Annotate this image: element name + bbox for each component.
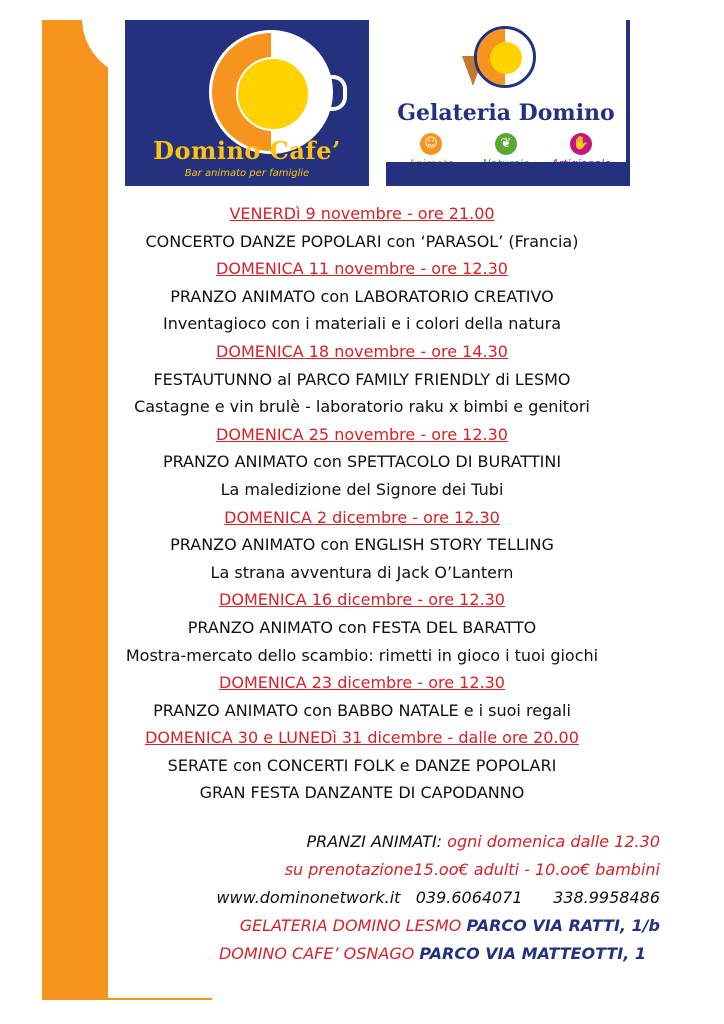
event-description: PRANZO ANIMATO con LABORATORIO CREATIVO	[170, 286, 554, 306]
event-date: DOMENICA 25 novembre - ore 12.30	[216, 424, 508, 444]
cafe-logo-subtitle: Bar animato per famiglie	[184, 168, 310, 179]
event-date: DOMENICA 2 dicembre - ore 12.30	[224, 507, 500, 527]
pranzi-text: ogni domenica dalle 12.30	[442, 832, 660, 851]
cafe-logo-title: Domino Cafe’	[153, 136, 341, 165]
event-description: PRANZO ANIMATO con SPETTACOLO DI BURATTINI	[162, 452, 562, 472]
event-description: Mostra-mercato dello scambio: rimetti in gioco i tuoi giochi	[125, 645, 599, 665]
booking-line: su prenotazione15.oo€ adulti - 10.oo€ bambini	[284, 860, 660, 879]
location-2-name: DOMINO CAFE’ OSNAGO	[218, 944, 415, 963]
contact-info	[110, 828, 660, 968]
event-description: PRANZO ANIMATO con BABBO NATALE e i suoi regali	[153, 700, 571, 720]
event-description: Castagne e vin brulè - laboratorio raku x bimbi e genitori	[134, 397, 590, 417]
event-description: FESTAUTUNNO al PARCO FAMILY FRIENDLY di LESMO	[153, 369, 571, 389]
event-date: DOMENICA 16 dicembre - ore 12.30	[219, 590, 505, 610]
pranzi-line	[110, 828, 660, 856]
event-description: SERATE con CONCERTI FOLK e DANZE POPOLARI	[167, 755, 557, 775]
cup-handle-icon	[321, 75, 347, 111]
location-1-name: GELATERIA DOMINO LESMO	[239, 916, 462, 935]
domino-cafe-logo	[125, 20, 369, 186]
gelateria-domino-logo	[386, 20, 630, 186]
location-1-address: PARCO VIA RATTI, 1/b	[466, 916, 660, 935]
location-2-address: PARCO VIA MATTEOTTI, 1	[419, 944, 646, 963]
phone-1: 039.6064071	[415, 888, 523, 907]
event-description: La strana avventura di Jack O’Lantern	[210, 562, 514, 582]
phone-2: 338.9958486	[553, 888, 660, 907]
child-icon: ☺	[420, 133, 442, 155]
gelateria-logo-title: Gelateria Domino	[397, 100, 615, 126]
event-description: GRAN FESTA DANZANTE DI CAPODANNO	[199, 783, 525, 803]
event-date: DOMENICA 11 novembre - ore 12.30	[216, 259, 508, 279]
event-date: VENERDì 9 novembre - ore 21.00	[229, 204, 495, 223]
event-list	[96, 200, 628, 807]
event-description: La maledizione del Signore dei Tubi	[220, 479, 504, 499]
contacts-line	[110, 884, 660, 912]
hand-icon: ✋	[570, 133, 592, 155]
pranzi-label: PRANZI ANIMATI:	[306, 832, 443, 851]
location-2	[110, 940, 660, 968]
event-description: CONCERTO DANZE POPOLARI con ‘PARASOL’ (Francia)	[145, 231, 579, 251]
bottom-orange-line	[42, 998, 212, 1000]
location-1	[110, 912, 660, 940]
gelateria-scoop-icon	[474, 26, 536, 88]
event-description: PRANZO ANIMATO con ENGLISH STORY TELLING	[170, 535, 554, 555]
event-date: DOMENICA 30 e LUNEDì 31 dicembre - dalle ore 20.00	[145, 728, 579, 748]
event-date: DOMENICA 23 dicembre - ore 12.30	[219, 673, 505, 693]
leaf-icon: ❦	[495, 133, 517, 155]
event-description: PRANZO ANIMATO con FESTA DEL BARATTO	[187, 617, 537, 637]
website-link[interactable]: www.dominonetwork.it	[216, 888, 401, 907]
logo-bottom-strip	[386, 162, 626, 182]
event-description: Inventagioco con i materiali e i colori della natura	[162, 314, 562, 334]
event-date: DOMENICA 18 novembre - ore 14.30	[216, 341, 508, 361]
